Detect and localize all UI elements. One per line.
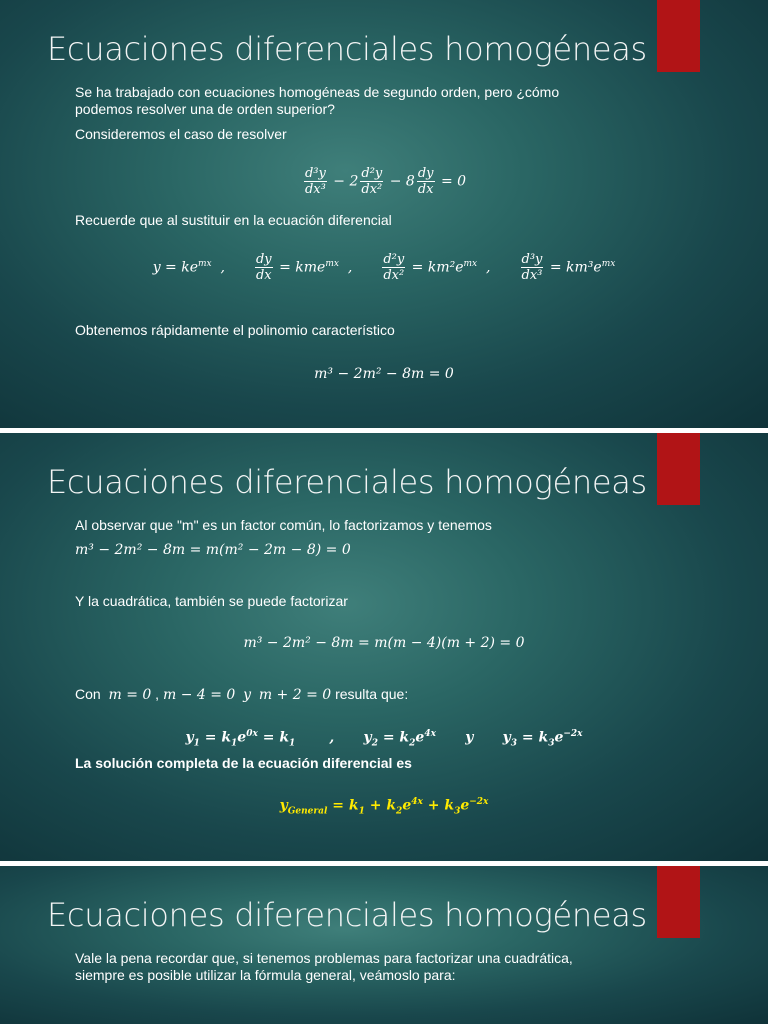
- accent-bar: [657, 433, 700, 505]
- intro-text: [75, 84, 559, 118]
- quadratic-text: Y la cuadrática, también se puede factorizar: [75, 593, 348, 609]
- intro-line-1: Se ha trabajado con ecuaciones homogéneas de segundo orden, pero ¿cómo: [75, 84, 560, 100]
- particular-solutions: $y_1 = k_1e^{0x} = k_1$ , $y_2 = k_2e^{4x}$ y $y_3 = k_3e^{-2x}$: [185, 729, 583, 749]
- accent-bar: [657, 866, 700, 938]
- accent-bar: [657, 0, 700, 72]
- body-line-1: Vale la pena recordar que, si tenemos problemas para factorizar una cuadrática,: [75, 950, 573, 966]
- intro-line-2: podemos resolver una de orden superior?: [75, 101, 335, 117]
- body-line-2: siempre es posible utilizar la fórmula general, veámoslo para:: [75, 967, 456, 983]
- ode-equation: $\frac{\text{d³y}}{\text{dx³}}$ − 2 $\frac{\text{d²y}}{\text{dx²}}$ − 8 $\frac{dy}{dx}$ = 0: [304, 166, 467, 197]
- general-solution: $y_{General} = k_1 + k_2e^{4x} + k_3e^{-2x}$: [279, 797, 489, 817]
- factor-equation: m³ − 2m² − 8m = m(m² − 2m − 8) = 0: [75, 542, 351, 558]
- characteristic-polynomial: m³ − 2m² − 8m = 0: [314, 366, 454, 382]
- solution-label: La solución completa de la ecuación diferencial es: [75, 755, 412, 771]
- slide-2: [0, 433, 768, 861]
- result-label: resulta que:: [335, 686, 409, 702]
- consider-text: Consideremos el caso de resolver: [75, 126, 287, 142]
- slide-title: Ecuaciones diferenciales homogéneas: [47, 30, 647, 68]
- condition-3: m + 2 = 0: [258, 687, 332, 703]
- slide-title: Ecuaciones diferenciales homogéneas: [47, 896, 647, 934]
- conditions-line: Con m = 0 , m − 4 = 0 y m + 2 = 0 resulta que:: [75, 686, 409, 703]
- condition-2: m − 4 = 0: [162, 687, 236, 703]
- observe-text: Al observar que "m" es un factor común, lo factorizamos y tenemos: [75, 517, 492, 533]
- recall-text: Recuerde que al sustituir en la ecuación diferencial: [75, 212, 392, 228]
- obtain-text: Obtenemos rápidamente el polinomio característico: [75, 322, 395, 338]
- con-label: Con: [75, 686, 101, 702]
- and-word: y: [243, 687, 252, 703]
- full-factorization: m³ − 2m² − 8m = m(m − 4)(m + 2) = 0: [243, 635, 525, 651]
- slide-1: [0, 0, 768, 428]
- slide-title: Ecuaciones diferenciales homogéneas: [47, 463, 647, 501]
- condition-1: m = 0: [108, 687, 152, 703]
- substitution-equations: $y = ke^{mx}$ , $\frac{dy}{dx}$ = kme$^{mx}$ , $\frac{\text{d²y}}{\text{dx²}}$ = $km^2e^{mx}$ , $\frac{\text{d³y}}{\text{dx³}}$ = $km^3e^{mx}$: [152, 252, 616, 283]
- slide-3: [0, 866, 768, 1024]
- formula-text: [75, 950, 573, 984]
